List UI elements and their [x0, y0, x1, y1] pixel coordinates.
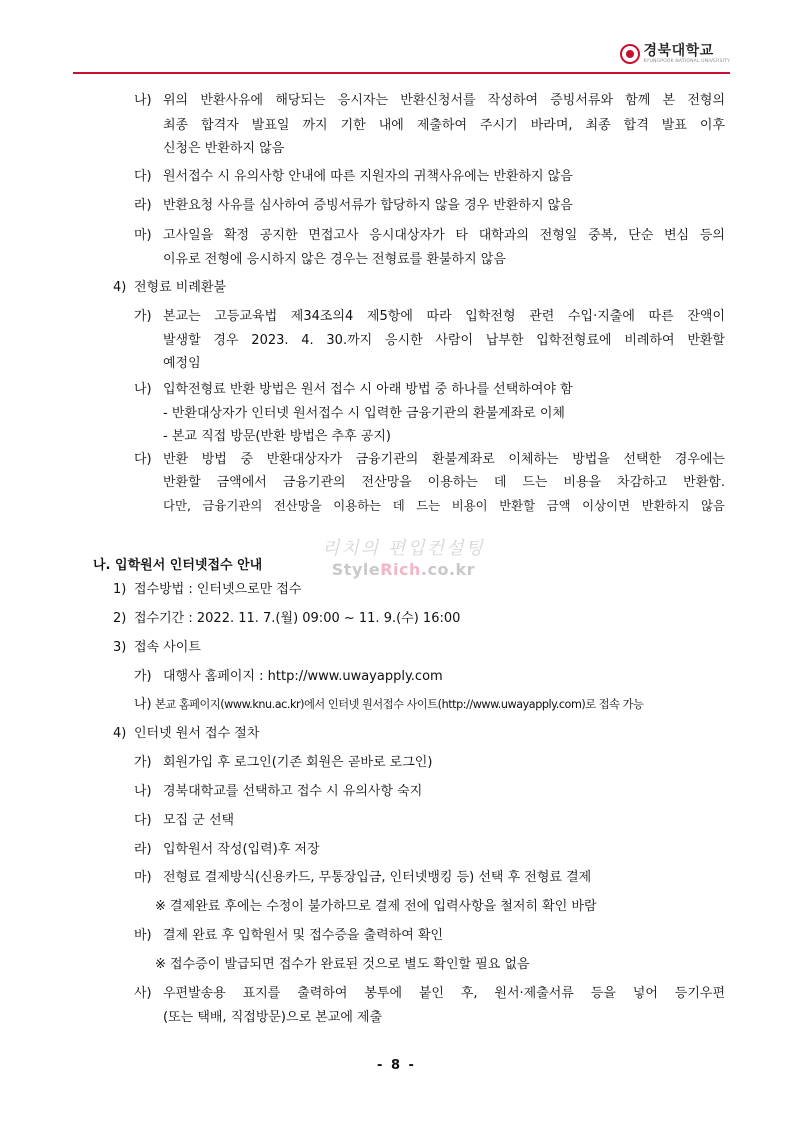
- paragraph-line: 위의 반환사유에 해당되는 응시자는 반환신청서를 작성하여 증빙서류와 함께 본 전형의: [163, 93, 725, 108]
- page-number: - 8 -: [377, 1058, 416, 1073]
- list-label: 라): [134, 842, 152, 857]
- paragraph-line: 인터넷 원서 접수 절차: [134, 726, 260, 741]
- logo-name: 경북대학교: [643, 43, 714, 59]
- list-label: 2): [113, 611, 127, 626]
- paragraph-line: 입학원서 작성(입력)후 저장: [163, 842, 320, 857]
- list-label: 가): [134, 669, 152, 684]
- list-label: 마): [134, 228, 152, 243]
- logo-subtitle: KYUNGPOOK NATIONAL UNIVERSITY: [643, 59, 730, 64]
- paragraph-line: 우편발송용 표지를 출력하여 봉투에 붙인 후, 원서·제출서류 등을 넣어 등기우편: [163, 986, 725, 1001]
- sub-bullet: - 반환대상자가 인터넷 원서접수 시 입력한 금융기관의 환불계좌로 이체: [163, 406, 565, 421]
- note-text: ※ 접수증이 발급되면 접수가 완료된 것으로 별도 확인할 필요 없음: [155, 957, 530, 972]
- list-label: 4): [113, 726, 127, 741]
- section-title: 나. 입학원서 인터넷접수 안내: [93, 558, 263, 573]
- paragraph-line: 본교는 고등교육법 제34조의4 제5항에 따라 입학전형 관련 수입·지출에 따른 잔액이: [163, 309, 725, 324]
- list-label: 나): [134, 382, 152, 397]
- university-seal-icon: [620, 44, 640, 64]
- list-label: 1): [113, 582, 127, 597]
- paragraph-line: 신청은 반환하지 않음: [163, 141, 285, 156]
- paragraph-line: 경북대학교를 선택하고 접수 시 유의사항 숙지: [163, 784, 423, 799]
- university-logo: [620, 44, 730, 65]
- list-label: 다): [134, 169, 152, 184]
- paragraph-line: 전형료 결제방식(신용카드, 무통장입금, 인터넷뱅킹 등) 선택 후 전형료 결제: [163, 870, 592, 885]
- paragraph-line: 본교 홈페이지(www.knu.ac.kr)에서 인터넷 원서접수 사이트(http://www.uwayapply.com)로 접속 가능: [155, 698, 644, 711]
- note-text: ※ 결제완료 후에는 수정이 불가하므로 결제 전에 입력사항을 철저히 확인 바람: [155, 899, 597, 914]
- paragraph-line: 예정임: [163, 356, 201, 371]
- list-label: 라): [134, 198, 152, 213]
- paragraph-line: 대행사 홈페이지 : http://www.uwayapply.com: [163, 669, 443, 684]
- list-label: 3): [113, 640, 127, 655]
- sub-bullet: - 본교 직접 방문(반환 방법은 추후 공지): [163, 429, 391, 444]
- list-label: 사): [134, 986, 152, 1001]
- watermark-script: 리치의 편입컨설팅: [322, 538, 485, 559]
- paragraph-line: 발생할 경우 2023. 4. 30.까지 응시한 사람이 납부한 입학전형료에 비례하여 반환할: [163, 333, 725, 348]
- paragraph-line: 고사일을 확정 공지한 면접고사 응시대상자가 타 대학과의 전형일 중복, 단순 변심 등의: [163, 228, 725, 243]
- list-label: 다): [134, 813, 152, 828]
- list-label: 가): [134, 755, 152, 770]
- paragraph-line: 접속 사이트: [134, 640, 201, 655]
- watermark: [322, 534, 485, 579]
- list-label: 바): [134, 928, 152, 943]
- header-divider: [73, 72, 730, 74]
- list-label: 4): [113, 280, 127, 295]
- list-label: 가): [134, 309, 152, 324]
- list-label: 나): [134, 697, 152, 712]
- paragraph-line: 결제 완료 후 입학원서 및 접수증을 출력하여 확인: [163, 928, 444, 943]
- list-label: 나): [134, 784, 152, 799]
- paragraph-line: 입학전형료 반환 방법은 원서 접수 시 아래 방법 중 하나를 선택하여야 함: [163, 382, 573, 397]
- paragraph-line: 접수기간 : 2022. 11. 7.(월) 09:00 ~ 11. 9.(수) 16:00: [134, 611, 461, 626]
- paragraph-line: 모집 군 선택: [163, 813, 235, 828]
- list-label: 나): [134, 93, 152, 108]
- paragraph-line: 원서접수 시 유의사항 안내에 따른 지원자의 귀책사유에는 반환하지 않음: [163, 169, 573, 184]
- subsection-title: 전형료 비례환불: [134, 280, 227, 295]
- list-label: 마): [134, 870, 152, 885]
- list-label: 다): [134, 452, 152, 467]
- paragraph-line: 반환할 금액에서 금융기관의 전산망을 이용하는 데 드는 비용을 차감하고 반환함.: [163, 475, 725, 490]
- paragraph-line: 다만, 금융기관의 전산망을 이용하는 데 드는 비용이 반환할 금액 이상이면 반환하지 않음: [163, 498, 725, 513]
- paragraph-line: 최종 합격자 발표일 까지 기한 내에 제출하여 주시기 바라며, 최종 합격 발표 이후: [163, 118, 725, 133]
- paragraph-line: 접수방법 : 인터넷으로만 접수: [134, 582, 302, 597]
- paragraph-line: 반환요청 사유를 심사하여 증빙서류가 합당하지 않을 경우 반환하지 않음: [163, 198, 573, 213]
- paragraph-line: (또는 택배, 직접방문)으로 본교에 제출: [163, 1010, 383, 1025]
- paragraph-line: 회원가입 후 로그인(기존 회원은 곧바로 로그인): [163, 755, 433, 770]
- watermark-url: StyleRich.co.kr: [331, 560, 476, 579]
- paragraph-line: 이유로 전형에 응시하지 않은 경우는 전형료를 환불하지 않음: [163, 252, 506, 267]
- paragraph-line: 반환 방법 중 반환대상자가 금융기관의 환불계좌로 이체하는 방법을 선택한 경우에는: [163, 452, 725, 467]
